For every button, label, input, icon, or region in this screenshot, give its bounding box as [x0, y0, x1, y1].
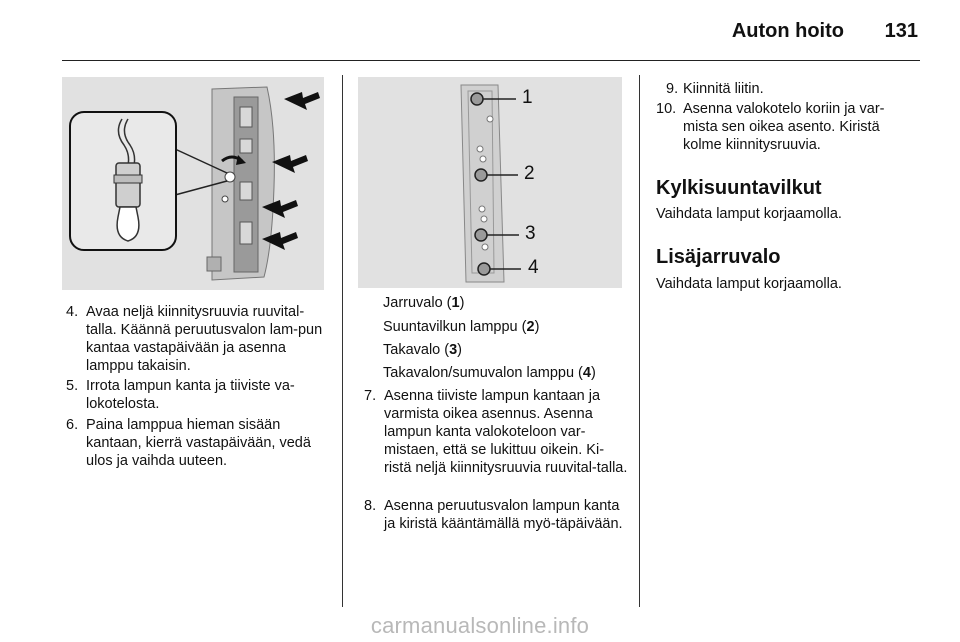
bulb-holder-illustration	[62, 77, 324, 290]
step-text: Kiinnitä liitin.	[683, 81, 764, 97]
watermark: carmanualsonline.info	[370, 613, 590, 638]
caption-tail-light: Takavalo (3)	[383, 342, 463, 358]
callout-1: 1	[522, 87, 533, 108]
step-number: 7.	[364, 388, 377, 404]
text-side-turn-signals: Vaihdata lamput korjaamolla.	[656, 206, 842, 222]
text-additional-brake-light: Vaihdata lamput korjaamolla.	[656, 276, 842, 292]
step-8	[364, 497, 630, 533]
callout-3: 3	[525, 223, 536, 244]
column-divider-left	[342, 75, 343, 607]
arrow-icon	[284, 92, 320, 110]
lamp-positions-illustration	[358, 77, 622, 288]
figure-lamp-positions	[358, 77, 622, 288]
caption-brake-light: Jarruvalo (1)	[383, 295, 465, 311]
step-number: 10.	[656, 101, 677, 117]
step-6	[66, 416, 332, 470]
step-number: 6.	[66, 417, 79, 433]
column-divider-right	[639, 75, 640, 607]
arrow-icon	[272, 155, 308, 173]
step-text: Asenna valokotelo koriin ja var-mista sen oikea asento. Kiristä kolme kiinnitysruuvia.	[683, 101, 885, 153]
step-text: Paina lamppua hieman sisään kantaan, kierrä vastapäivään, vedä ulos ja vaihda uuteen.	[86, 417, 311, 469]
callout-2: 2	[524, 163, 535, 184]
page-header	[62, 0, 920, 61]
callout-4: 4	[528, 257, 539, 278]
step-text: Avaa neljä kiinnitysruuvia ruuvital-talla. Käännä peruutusvalon lam-pun kantaa vastapäivään ja asenna lamppu takaisin.	[86, 304, 323, 374]
step-text: Asenna peruutusvalon lampun kanta ja kiristä kääntämällä myö-täpäivään.	[384, 498, 623, 532]
page-number: 131	[884, 20, 918, 42]
step-number: 4.	[66, 304, 79, 320]
step-9	[656, 80, 916, 98]
heading-side-turn-signals: Kylkisuuntavilkut	[656, 177, 822, 199]
heading-additional-brake-light: Lisäjarruvalo	[656, 246, 781, 268]
step-5	[66, 377, 332, 413]
step-text: Asenna tiiviste lampun kantaan ja varmista oikea asennus. Asenna lampun kanta valokoteloon var-mistaen, että se lukittuu oikein. Ki-ristä neljä kiinnitysruuvia ruuvital-talla.	[384, 388, 628, 476]
caption-turn-signal: Suuntavilkun lamppu (2)	[383, 319, 540, 335]
step-4	[66, 303, 332, 375]
caption-fog-light: Takavalon/sumuvalon lamppu (4)	[383, 365, 596, 381]
figure-bulb-holder	[62, 77, 324, 290]
step-10	[656, 100, 916, 154]
section-title: Auton hoito	[731, 20, 844, 42]
step-number: 5.	[66, 378, 79, 394]
step-number: 8.	[364, 498, 377, 514]
step-text: Irrota lampun kanta ja tiiviste va-lokotelosta.	[86, 378, 295, 412]
step-7	[364, 387, 630, 477]
step-number: 9.	[666, 81, 679, 97]
